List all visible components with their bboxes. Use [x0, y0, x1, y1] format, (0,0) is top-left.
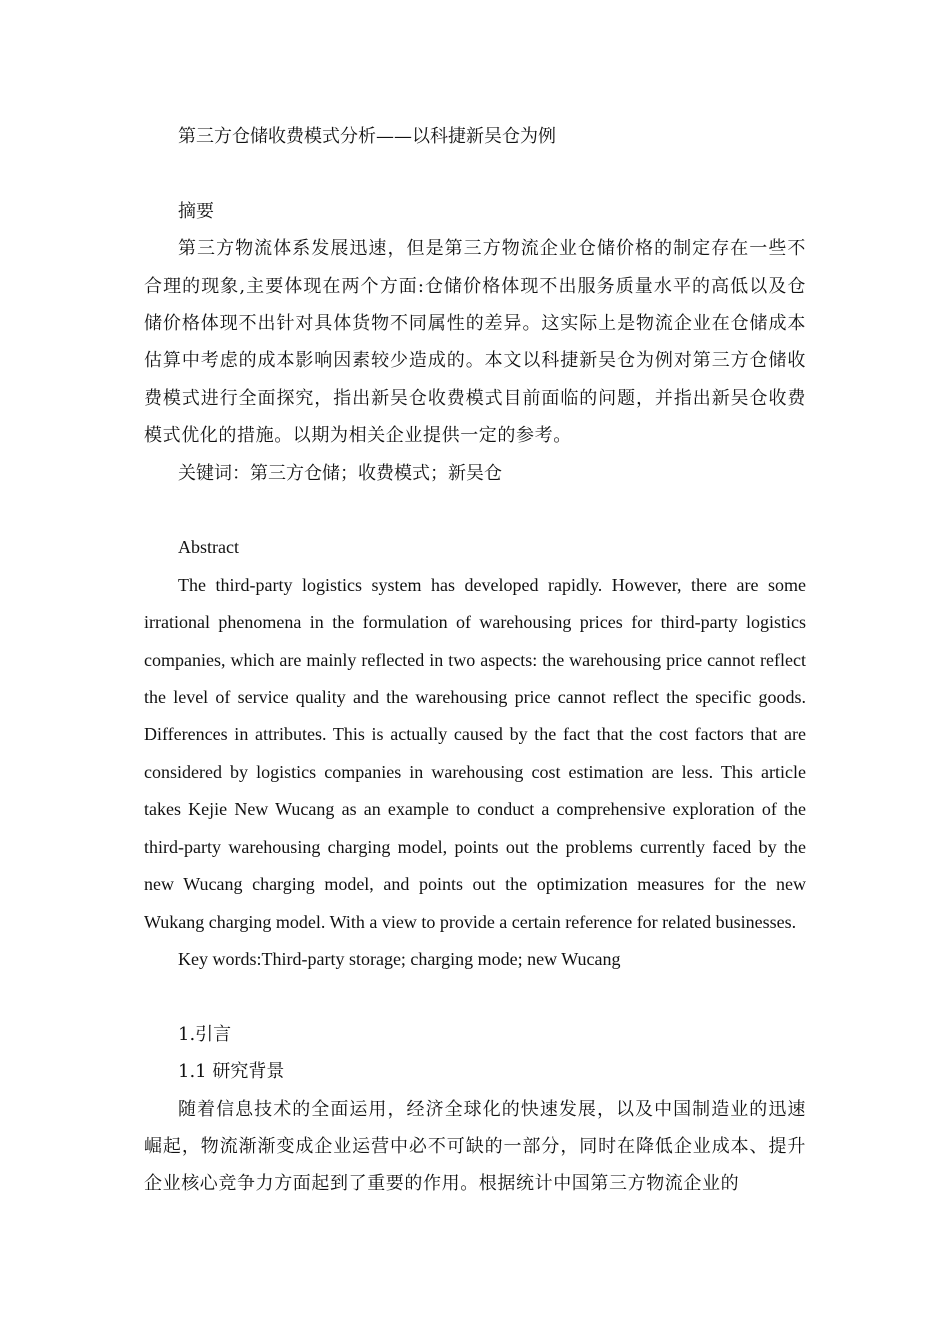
section-body: 随着信息技术的全面运用，经济全球化的快速发展，以及中国制造业的迅速崛起，物流渐渐变成企业运营中必不可缺的一部分，同时在降低企业成本、提升企业核心竞争力方面起到了重要的作用。根据统计中国第三方物流企业的 — [144, 1098, 806, 1195]
document-page — [144, 118, 806, 1203]
abstract-en-heading: Abstract — [178, 537, 239, 558]
abstract-en-body: The third-party logistics system has developed rapidly. However, there are some irrational phenomena in the formulation of warehousing prices for third-party logistics companies, which are mainly reflected in two aspects: the warehousing price cannot reflect the level of service quality and the warehousing price cannot reflect the specific goods. Differences in attributes. This is actually caused by the fact that the cost factors that are considered by logistics companies in warehousing cost estimation are less. This article takes Kejie New Wucang as an example to conduct a comprehensive exploration of the third-party warehousing charging model, points out the problems currently faced by the new Wucang charging model, and points out the optimization measures for the new Wukang charging model. With a view to provide a certain reference for related businesses. — [144, 574, 806, 932]
subsection-heading: 1.1 研究背景 — [178, 1061, 285, 1083]
document-title: 第三方仓储收费模式分析——以科捷新吴仓为例 — [178, 126, 556, 147]
spacer — [144, 978, 806, 1015]
abstract-zh-body: 第三方物流体系发展迅速，但是第三方物流企业仓储价格的制定存在一些不合理的现象,主要体现在两个方面:仓储价格体现不出服务质量水平的高低以及仓储价格体现不出针对具体货物不同属性的差异。这实际上是物流企业在仓储成本估算中考虑的成本影响因素较少造成的。本文以科捷新吴仓为例对第三方仓储收费模式进行全面探究，指出新吴仓收费模式目前面临的问题，并指出新吴仓收费模式优化的措施。以期为相关企业提供一定的参考。 — [144, 238, 806, 447]
section-heading: 1.引言 — [178, 1023, 232, 1045]
keywords-en: Key words:Third-party storage; charging mode; new Wucang — [178, 948, 621, 969]
spacer — [144, 155, 806, 192]
abstract-zh-heading: 摘要 — [178, 200, 214, 222]
keywords-zh: 关键词：第三方仓储；收费模式；新吴仓 — [178, 462, 502, 484]
spacer — [144, 492, 806, 529]
